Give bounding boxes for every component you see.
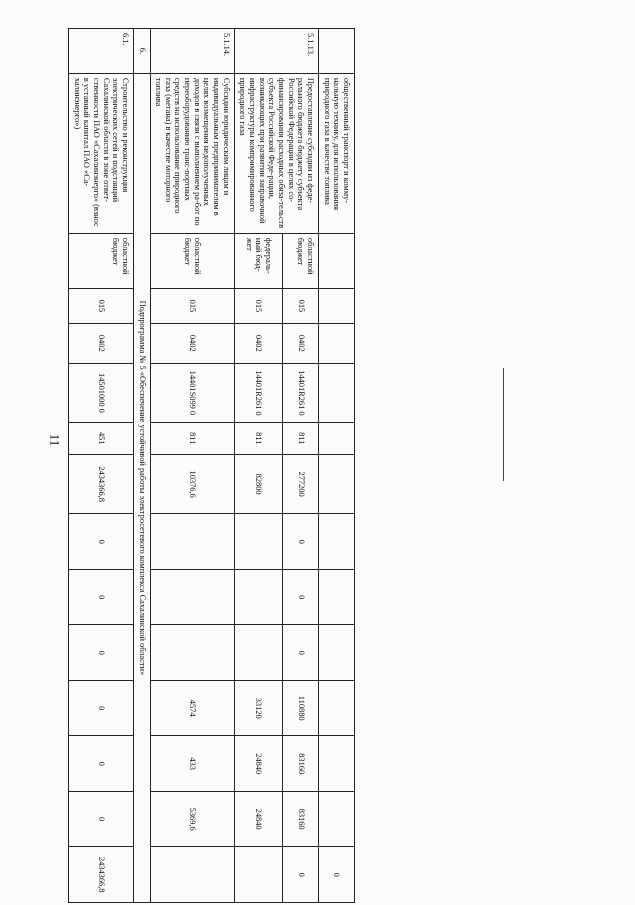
cell-y1 <box>319 514 355 569</box>
cell-csr: 14401R261 0 <box>234 364 283 423</box>
table-row <box>68 29 133 903</box>
cell-total: 277200 <box>283 454 319 514</box>
cell-vr: 811 <box>150 422 234 454</box>
cell-rz: 0402 <box>68 323 133 364</box>
cell-y6: 24840 <box>234 791 283 846</box>
cell-source: областной бюджет <box>150 233 234 288</box>
cell-name: Предоставление субсидии из феде-рального бюджета бюджету субъекта Российской Федерации в целях со-финансирования расходных обяза-тельств субъекта Российской Феде-рации, возникающих при развитии заправочной инфраструктуры компримированного природного газа <box>234 73 318 233</box>
cell-y3: 0 <box>283 625 319 680</box>
cell-y1 <box>234 514 283 569</box>
cell-y7 <box>234 847 283 903</box>
cell-num <box>319 29 355 74</box>
cell-y3: 0 <box>68 625 133 680</box>
cell-y5 <box>319 736 355 791</box>
cell-total: 10376,6 <box>150 454 234 514</box>
budget-table <box>68 28 355 903</box>
cell-y6: 83160 <box>283 791 319 846</box>
cell-vr: 811 <box>283 422 319 454</box>
cell-y7 <box>150 847 234 903</box>
cell-y1 <box>150 514 234 569</box>
cell-total: 2434366,8 <box>68 454 133 514</box>
cell-grbs: 015 <box>68 289 133 323</box>
cell-grbs: 015 <box>150 289 234 323</box>
cell-y5: 83160 <box>283 736 319 791</box>
table-row <box>319 29 355 903</box>
cell-y6: 0 <box>68 791 133 846</box>
page-number: 11 <box>47 433 63 447</box>
cell-rz: 0402 <box>283 323 319 364</box>
cell-num: 6.1. <box>68 29 133 74</box>
cell-y6: 5369,6 <box>150 791 234 846</box>
cell-y2 <box>234 569 283 624</box>
cell-y4: 33120 <box>234 680 283 735</box>
cell-y3 <box>150 625 234 680</box>
cell-num: 5.1.14. <box>150 29 234 74</box>
cell-y4: 0 <box>68 680 133 735</box>
cell-source: областной бюджет <box>283 233 319 288</box>
cell-source: федераль-ный бюд-жет <box>234 233 283 288</box>
cell-source <box>319 233 355 288</box>
cell-rz <box>319 323 355 364</box>
cell-num: 6. <box>133 29 150 74</box>
cell-total <box>319 454 355 514</box>
cell-y1: 0 <box>68 514 133 569</box>
cell-y7: 2434366,8 <box>68 847 133 903</box>
cell-y5: 24840 <box>234 736 283 791</box>
cell-csr: 14501000 0 <box>68 364 133 423</box>
cell-y2 <box>319 569 355 624</box>
table-row <box>283 29 319 903</box>
cell-vr <box>319 422 355 454</box>
cell-total: 82800 <box>234 454 283 514</box>
cell-name: общественный транспорт и комму-нальную технику, для использования природного газа в качестве топлива <box>319 73 355 233</box>
table-row-subprogram <box>133 29 150 903</box>
subprogram-title: Подпрограмма № 5 «Обеспечение устойчивой работы электросетевого комплекса Сахалинской области» <box>133 73 150 902</box>
cell-vr: 451 <box>68 422 133 454</box>
cell-vr: 811 <box>234 422 283 454</box>
cell-y4 <box>319 680 355 735</box>
cell-csr: 14401R261 0 <box>283 364 319 423</box>
cell-y3 <box>234 625 283 680</box>
cell-y5: 433 <box>150 736 234 791</box>
cell-name: Субсидии юридическим лицам и индивидуальным предпринимателям в целях возмещения недополученных доходов в связи с выполнением ра-бот по переоборудованию транс-портных средств на использование природного газа (метана) в качестве моторного топлива <box>150 73 234 233</box>
cell-y2 <box>150 569 234 624</box>
cell-y4: 4574 <box>150 680 234 735</box>
cell-y2: 0 <box>68 569 133 624</box>
cell-num: 5.1.13. <box>234 29 318 74</box>
cell-rz: 0402 <box>150 323 234 364</box>
cell-y7: 0 <box>283 847 319 903</box>
cell-y5: 0 <box>68 736 133 791</box>
cell-grbs <box>319 289 355 323</box>
cell-csr <box>319 364 355 423</box>
cell-y7: 0 <box>319 847 355 903</box>
footer-rule <box>503 368 504 481</box>
cell-csr: 14401S099 0 <box>150 364 234 423</box>
cell-y3 <box>319 625 355 680</box>
table-row <box>150 29 234 903</box>
cell-grbs: 015 <box>283 289 319 323</box>
rotated-table-wrapper <box>72 28 355 903</box>
cell-source: областной бюджет <box>68 233 133 288</box>
cell-y2: 0 <box>283 569 319 624</box>
cell-y6 <box>319 791 355 846</box>
cell-name: Строительство и реконструкция электрических сетей и подстанций Сахалинской области в зоне ответ-ственности ПАО «Сахалинэнерго» (взнос в уставный капитал ПАО «Са-халинэнерго») <box>68 73 133 233</box>
cell-y4: 110880 <box>283 680 319 735</box>
cell-rz: 0402 <box>234 323 283 364</box>
cell-y1: 0 <box>283 514 319 569</box>
cell-grbs: 015 <box>234 289 283 323</box>
